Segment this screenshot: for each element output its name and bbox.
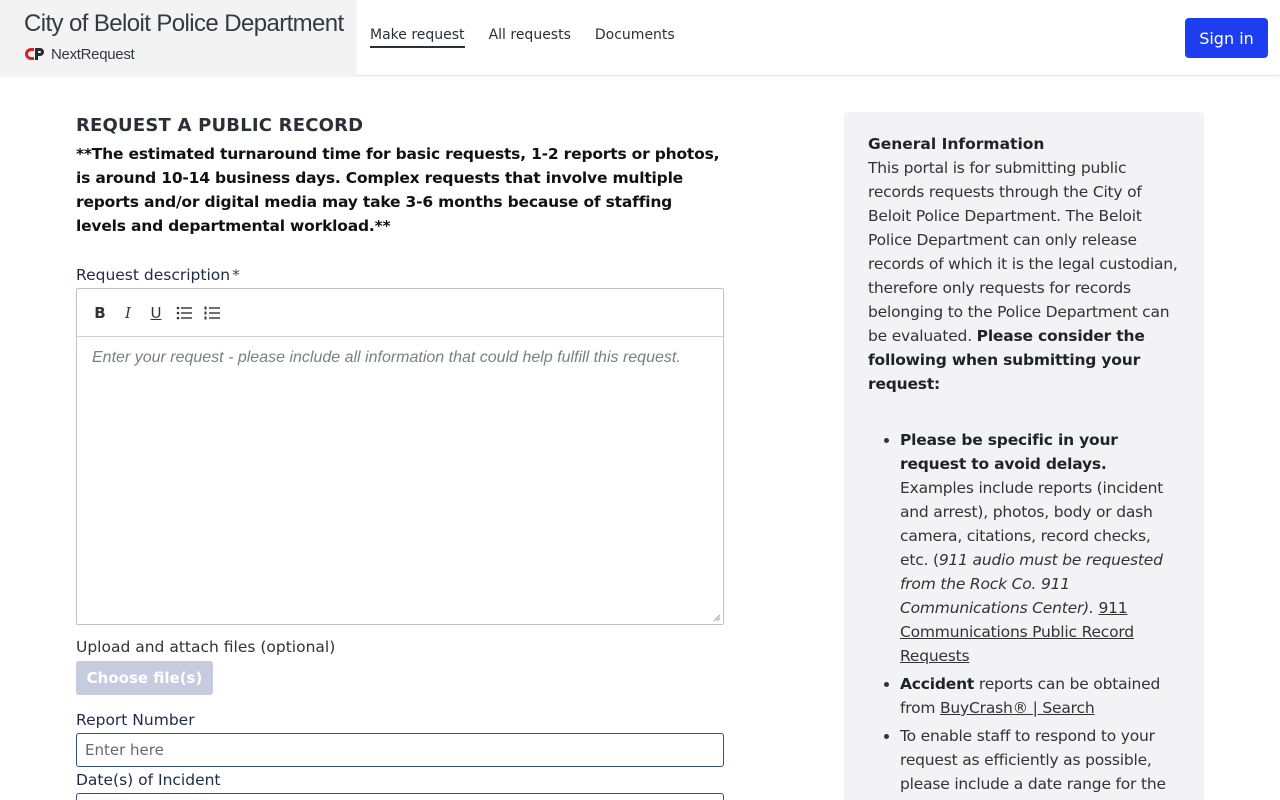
- italic-button[interactable]: I: [125, 303, 131, 322]
- upload-label: Upload and attach files (optional): [76, 638, 336, 656]
- info-intro-text: This portal is for submitting public records requests through the City of Beloit Police Department. The Beloit Police Department can only release records of which it is the legal custodian, therefore only requests for records belonging to the Police Department can be evaluated.: [868, 159, 1178, 345]
- examples-text: Examples include reports (incident and arrest), photos, body or dash camera, citations, record checks, etc. (: [900, 479, 1164, 569]
- main-nav: [370, 26, 675, 48]
- nextrequest-brand[interactable]: [24, 44, 134, 64]
- info-list: [868, 428, 1180, 796]
- info-list-item: [900, 724, 1180, 796]
- agency-name[interactable]: City of Beloit Police Department: [24, 10, 344, 37]
- nav-documents[interactable]: Documents: [594, 27, 675, 43]
- required-marker: *: [232, 266, 240, 284]
- nav-all-requests[interactable]: All requests: [488, 27, 571, 43]
- incident-dates-input[interactable]: [76, 793, 724, 800]
- request-description-editor: [76, 288, 724, 625]
- turnaround-notice: **The estimated turnaround time for basic requests, 1-2 reports or photos, is around 10-14 business days. Complex requests that involve multiple reports and/or digital media may take 3-6 months because of staffing levels and departmental workload.**: [76, 145, 720, 235]
- specific-request-bold: Please be specific in your request to avoid delays.: [900, 431, 1118, 473]
- info-intro: [868, 156, 1180, 396]
- brand-block: [0, 0, 357, 76]
- buycrash-link[interactable]: BuyCrash® | Search: [940, 699, 1095, 717]
- info-intro-bold: Please consider the following when submitting your request:: [868, 327, 1145, 393]
- report-number-input[interactable]: [76, 733, 724, 767]
- nextrequest-logo-icon: [24, 47, 46, 61]
- communications-link[interactable]: 911 Communications Public Record Requests: [900, 599, 1134, 665]
- nextrequest-label: NextRequest: [51, 45, 135, 63]
- general-info-panel: [844, 112, 1204, 800]
- underline-button[interactable]: U: [150, 303, 162, 322]
- bullet-list-icon[interactable]: [175, 304, 193, 322]
- editor-toolbar: [77, 289, 723, 337]
- choose-files-button[interactable]: Choose file(s): [76, 661, 213, 695]
- accident-bold: Accident: [900, 675, 975, 693]
- audio-note: 911 audio must be requested from the Rock Co. 911 Communications Center).: [900, 551, 1163, 617]
- request-description-label: [76, 264, 240, 286]
- info-list-item: [900, 672, 1180, 720]
- resize-handle-icon[interactable]: [713, 614, 721, 622]
- request-description-placeholder: Enter your request - please include all information that could help fulfill this request.: [92, 349, 681, 366]
- info-list-item: [900, 428, 1180, 668]
- bold-button[interactable]: B: [94, 303, 106, 322]
- nav-make-request[interactable]: Make request: [370, 26, 465, 48]
- request-form: [76, 112, 724, 789]
- sign-in-button[interactable]: Sign in: [1185, 18, 1268, 58]
- request-description-label-text: Request description: [76, 266, 231, 284]
- incident-dates-label: Date(s) of Incident: [76, 771, 221, 789]
- info-title: General Information: [868, 135, 1045, 153]
- date-range-text: To enable staff to respond to your request as efficiently as possible, please include a date range for the: [900, 727, 1166, 793]
- accident-text: reports can be obtained from: [900, 675, 1161, 717]
- top-header: [0, 0, 1280, 76]
- request-description-input[interactable]: [77, 337, 723, 624]
- report-number-label: Report Number: [76, 711, 195, 729]
- numbered-list-icon[interactable]: [203, 304, 221, 322]
- page-title: REQUEST A PUBLIC RECORD: [76, 115, 364, 136]
